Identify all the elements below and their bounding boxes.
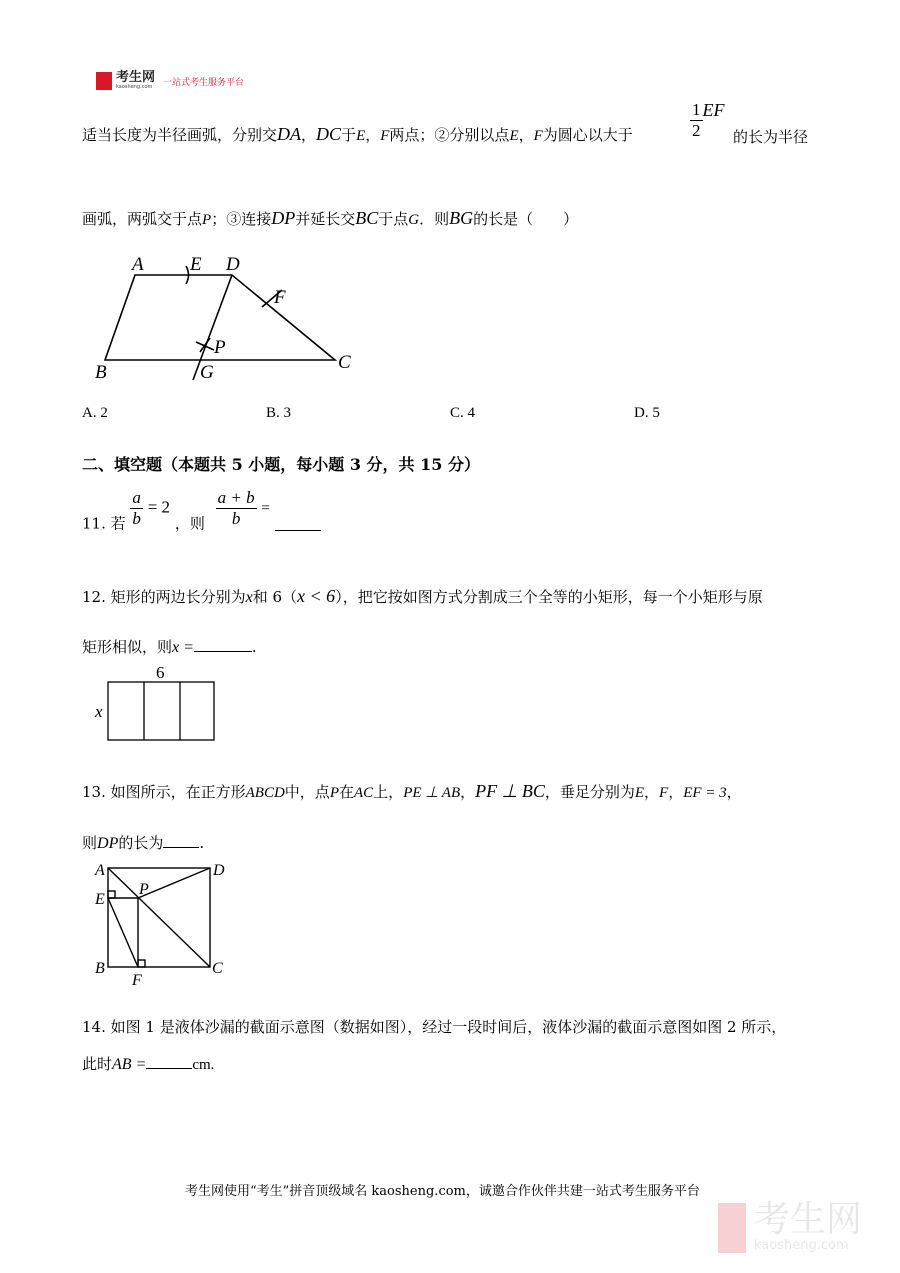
text: . <box>199 834 205 852</box>
q14-line2 <box>82 1053 214 1074</box>
text: 13. 如图所示，在正方形 <box>82 783 246 801</box>
watermark-icon <box>718 1203 746 1253</box>
math: DP <box>271 208 296 228</box>
label-A: A <box>95 862 105 879</box>
answer-blank[interactable] <box>194 651 252 652</box>
math: BC <box>355 208 379 228</box>
text: ， <box>726 783 742 801</box>
option-c[interactable]: C. 4 <box>450 405 476 421</box>
math: DC <box>316 124 342 144</box>
text: ．则 <box>419 210 450 228</box>
text: 此时 <box>82 1055 113 1073</box>
math: PF ⊥ BC <box>475 781 545 801</box>
answer-blank[interactable] <box>275 530 321 531</box>
math: F <box>659 785 669 801</box>
logo-slogan: 一站式考生服务平台 <box>163 77 245 88</box>
text: ， <box>365 126 381 144</box>
q13-line1 <box>82 781 742 802</box>
math: AC <box>354 785 374 801</box>
header-logo <box>96 72 244 90</box>
label-C: C <box>212 960 223 977</box>
label-G: G <box>200 362 214 383</box>
text: ， <box>518 126 534 144</box>
math: E <box>356 128 366 144</box>
q10-line2 <box>82 208 578 229</box>
math: G <box>408 212 420 228</box>
logo-name: 考生网 <box>116 70 156 85</box>
equation: = <box>261 500 270 517</box>
text: 于点 <box>378 210 409 228</box>
label-D: D <box>226 254 240 275</box>
fraction-denominator: 2 <box>692 121 701 140</box>
option-b[interactable]: B. 3 <box>266 405 292 421</box>
label-6: 6 <box>156 663 165 682</box>
fraction-denominator: b <box>231 509 241 528</box>
watermark-logo <box>718 1199 863 1253</box>
label-P: P <box>214 337 226 358</box>
watermark-name: 考生网 <box>754 1199 863 1240</box>
label-B: B <box>95 362 107 383</box>
text: 中，点 <box>284 783 330 801</box>
text: 的长为 <box>118 834 164 852</box>
label-E: E <box>95 891 105 908</box>
math: PE ⊥ AB <box>403 785 461 801</box>
math: P <box>329 785 339 801</box>
math: EF = 3 <box>683 785 727 801</box>
text: . <box>251 638 257 656</box>
math: x = <box>172 639 194 656</box>
math: BG <box>449 208 474 228</box>
text: 适当长度为半径画弧，分别交 <box>82 126 278 144</box>
text: ， <box>301 126 317 144</box>
watermark-domain: kaosheng.com <box>754 1238 849 1253</box>
option-d[interactable]: D. 5 <box>634 405 660 421</box>
text: ），把它按如图方式分割成三个全等的小矩形，每一个小矩形与原 <box>335 588 763 606</box>
math: P <box>202 212 212 228</box>
text: 12. 矩形的两边长分别为 <box>82 588 246 606</box>
label-C: C <box>338 352 351 373</box>
math: F <box>380 128 390 144</box>
label-D: D <box>213 862 225 879</box>
section-title: 二、填空题（本题共 5 小题，每小题 3 分，共 15 分） <box>82 455 480 474</box>
q14-line1: 14. 如图 1 是液体沙漏的截面示意图（数据如图），经过一段时间后，液体沙漏的截面示意图如图 2 所示， <box>82 1018 787 1036</box>
text: ，垂足分别为 <box>544 783 635 801</box>
math: DA <box>277 124 302 144</box>
text: 矩形相似，则 <box>82 638 173 656</box>
label-F: F <box>274 287 286 308</box>
text: 上， <box>373 783 404 801</box>
q11 <box>82 488 321 534</box>
q12-line2 <box>82 636 257 657</box>
label-B: B <box>95 960 105 977</box>
q10-line1 <box>82 124 633 145</box>
label-F: F <box>132 972 142 989</box>
label-A: A <box>132 254 144 275</box>
equation: = 2 <box>147 497 171 517</box>
fraction-denominator: b <box>132 509 141 528</box>
text: 则 <box>82 834 98 852</box>
q13-line2 <box>82 832 204 853</box>
text: 的长是（ ） <box>473 210 579 228</box>
option-a[interactable]: A. 2 <box>82 405 108 421</box>
text: ，则 <box>174 514 205 533</box>
q10-half-fraction <box>690 100 725 141</box>
fraction-numerator: a <box>132 488 141 507</box>
label-E: E <box>190 254 202 275</box>
fraction-numerator: a + b <box>217 488 255 507</box>
q13-square-figure <box>90 855 230 990</box>
text: ， <box>460 783 476 801</box>
answer-blank[interactable] <box>163 847 199 848</box>
math: E <box>509 128 519 144</box>
question-number: 11. 若 <box>82 514 126 533</box>
text: 于 <box>341 126 357 144</box>
text: 画弧，两弧交于点 <box>82 210 203 228</box>
q12-rectangle-figure <box>90 660 220 745</box>
logo-domain: kaosheng.com <box>116 84 153 90</box>
unit: cm. <box>192 1057 215 1073</box>
q12-line1 <box>82 586 763 607</box>
text: 为圆心以大于 <box>542 126 633 144</box>
math: AB = <box>112 1056 147 1073</box>
q10-trapezoid-figure <box>90 250 360 385</box>
math: x < 6 <box>297 586 336 606</box>
math: ABCD <box>245 785 285 801</box>
logo-icon <box>96 72 112 90</box>
math: x <box>245 589 253 606</box>
answer-blank[interactable] <box>146 1068 192 1069</box>
math: DP <box>97 835 119 852</box>
text: 两点；②分别以点 <box>389 126 510 144</box>
footer-text: 考生网使用“考生”拼音顶级域名 kaosheng.com，诚邀合作伙伴共建一站式考生服务平台 <box>185 1184 700 1199</box>
text: ， <box>644 783 660 801</box>
text: 在 <box>338 783 354 801</box>
label-P: P <box>139 881 149 898</box>
label-x: x <box>95 702 103 721</box>
math: EF <box>702 100 725 120</box>
fraction-numerator: 1 <box>692 100 701 119</box>
text: ；③连接 <box>211 210 272 228</box>
math: E <box>634 785 645 801</box>
math: F <box>533 128 543 144</box>
q10-line1-end: 的长为半径 <box>733 128 809 146</box>
text: 并延长交 <box>295 210 356 228</box>
text: 和 6（ <box>252 588 298 606</box>
text: ， <box>668 783 684 801</box>
